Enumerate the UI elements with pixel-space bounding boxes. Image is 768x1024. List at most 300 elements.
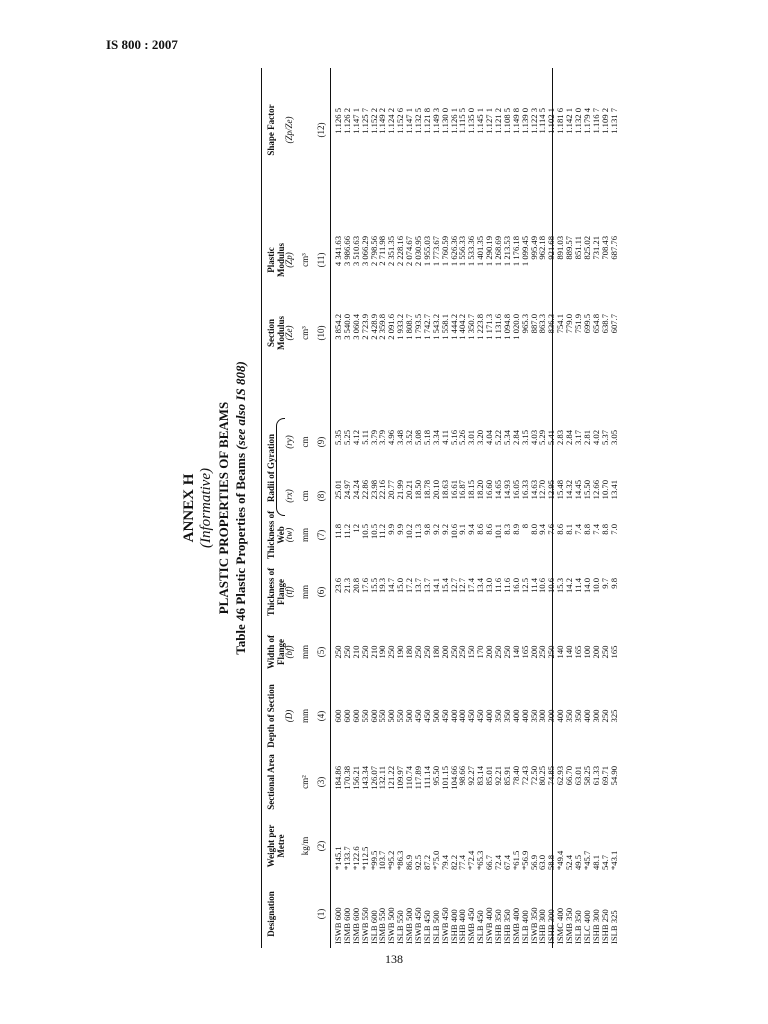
cell-weight: 77.4 <box>457 854 468 870</box>
cell-zx: 607.7 <box>608 314 619 334</box>
cell-ry: 3.20 <box>475 430 486 446</box>
cell-ry: 5.22 <box>493 430 504 446</box>
cell-sf: 1.149 3 <box>430 108 441 134</box>
cell-designation: ISHB 350 <box>501 909 512 944</box>
cell-tf: 13.7 <box>413 578 424 594</box>
cell-ry: 4.96 <box>386 430 397 446</box>
cell-weight: 103.7 <box>377 850 388 870</box>
cell-weight: *75.0 <box>430 850 441 870</box>
cell-tw: 8.6 <box>555 524 566 535</box>
cell-area: 61.33 <box>590 766 601 786</box>
cell-weight: *145.1 <box>333 846 343 870</box>
cell-depth: 550 <box>359 709 370 723</box>
cell-area: 110.74 <box>404 766 415 790</box>
cell-sf: 1.126 5 <box>333 108 343 134</box>
cell-tw: 8.1 <box>564 524 575 535</box>
cell-designation: ISMB 600 <box>350 907 361 944</box>
rotated-page <box>181 68 619 948</box>
cell-zp: 2 798.56 <box>368 236 379 267</box>
cell-width: 250 <box>359 645 370 659</box>
cell-width: 250 <box>457 645 468 659</box>
cell-width: 250 <box>493 645 504 659</box>
cell-area: 72.43 <box>519 766 530 786</box>
cell-ry: 3.79 <box>368 430 379 446</box>
cell-weight: 56.9 <box>528 854 539 870</box>
cell-zp: 3 510.63 <box>350 236 361 267</box>
cell-rx: 20.77 <box>386 480 397 500</box>
symbol-tw: (tw) <box>284 527 294 543</box>
cell-tw: 9.4 <box>466 524 477 535</box>
cell-zx: 836.3 <box>546 314 557 334</box>
cell-tf: 10.6 <box>546 578 557 594</box>
cell-rx: 20.10 <box>430 480 441 500</box>
cell-tf: 12.7 <box>448 578 459 594</box>
cell-depth: 325 <box>608 709 619 723</box>
cell-ry: 4.11 <box>439 430 450 445</box>
cell-designation: ISMB 350 <box>564 907 575 944</box>
cell-zx: 2 723.9 <box>359 314 370 340</box>
cell-tf: 11.6 <box>501 578 512 593</box>
table-title <box>232 68 249 948</box>
cell-tw: 8.0 <box>528 524 539 535</box>
unit-zp: cm³ <box>300 253 310 267</box>
symbol-width: (bf) <box>284 645 294 659</box>
col-number-8: (8) <box>316 490 326 502</box>
cell-zx: 887.0 <box>528 314 539 334</box>
cell-depth: 500 <box>430 709 441 723</box>
cell-area: 72.50 <box>528 766 539 786</box>
cell-area: 66.70 <box>564 766 575 786</box>
cell-area: 156.21 <box>350 766 361 790</box>
cell-weight: 48.1 <box>590 854 601 870</box>
cell-zp: 1 213.53 <box>501 236 512 267</box>
cell-designation: ISMC 400 <box>555 907 566 944</box>
cell-area: 92.21 <box>493 766 504 786</box>
cell-depth: 350 <box>493 709 504 723</box>
cell-sf: 1.115 5 <box>457 108 468 134</box>
cell-width: 250 <box>386 645 397 659</box>
cell-rx: 18.50 <box>413 480 424 500</box>
cell-rx: 14.65 <box>493 480 504 500</box>
cell-depth: 550 <box>377 709 388 723</box>
cell-sf: 1.142 1 <box>564 108 575 134</box>
cell-width: 200 <box>484 645 495 659</box>
cell-weight: *61.5 <box>510 850 521 870</box>
cell-tw: 8.6 <box>484 524 495 535</box>
cell-tf: 11.4 <box>573 578 584 593</box>
cell-depth: 350 <box>528 709 539 723</box>
cell-rx: 22.86 <box>359 480 370 500</box>
cell-ry: 5.29 <box>537 430 548 446</box>
cell-sf: 1.124 2 <box>386 108 397 134</box>
cell-width: 190 <box>395 645 406 659</box>
cell-rx: 15.50 <box>581 480 592 500</box>
cell-zp: 921.68 <box>546 236 557 260</box>
cell-designation: ISWB 550 <box>359 907 370 944</box>
cell-area: 92.27 <box>466 766 477 786</box>
cell-zp: 2 030.95 <box>413 236 424 267</box>
cell-designation: ISWB 450 <box>413 907 424 944</box>
cell-sf: 1.102 1 <box>546 108 557 134</box>
cell-tw: 9.1 <box>457 524 468 535</box>
column-designation <box>334 884 619 944</box>
cell-zp: 1 556.33 <box>457 236 468 267</box>
cell-width: 140 <box>555 645 566 659</box>
cell-area: 170.38 <box>341 766 352 790</box>
cell-width: 250 <box>341 645 352 659</box>
cell-zp: 1 773.67 <box>430 236 441 267</box>
cell-zx: 1 131.6 <box>493 314 504 340</box>
cell-zx: 638.7 <box>599 314 610 334</box>
cell-tf: 14.0 <box>581 578 592 594</box>
cell-zx: 1 933.2 <box>395 314 406 340</box>
cell-tw: 11.8 <box>333 524 343 539</box>
cell-ry: 3.17 <box>573 430 584 446</box>
cell-sf: 1.152 2 <box>368 108 379 134</box>
cell-weight: *45.7 <box>581 850 592 870</box>
cell-rx: 16.87 <box>457 480 468 500</box>
cell-tf: 15.4 <box>439 578 450 594</box>
cell-zp: 3 066.29 <box>359 236 370 267</box>
cell-tf: 12.7 <box>457 578 468 594</box>
cell-rx: 16.33 <box>519 480 530 500</box>
cell-width: 250 <box>413 645 424 659</box>
cell-tw: 7.0 <box>608 524 619 535</box>
cell-zp: 4 341.63 <box>333 236 343 267</box>
cell-tw: 10.6 <box>448 524 459 540</box>
cell-area: 80.25 <box>537 766 548 786</box>
header-shape-factor: Shape Factor <box>266 104 276 156</box>
cell-designation: ISMB 550 <box>377 907 388 944</box>
cell-tw: 8.6 <box>475 524 486 535</box>
cell-designation: ISLB 550 <box>395 910 406 944</box>
cell-depth: 350 <box>501 709 512 723</box>
header-rule <box>330 68 331 948</box>
cell-area: 95.50 <box>430 766 441 786</box>
cell-ry: 4.12 <box>350 430 361 446</box>
col-number-5: (5) <box>316 646 326 658</box>
cell-depth: 300 <box>590 709 601 723</box>
header-designation: Designation <box>266 891 276 937</box>
cell-depth: 400 <box>457 709 468 723</box>
cell-depth: 400 <box>448 709 459 723</box>
cell-sf: 1.147 1 <box>404 108 415 134</box>
cell-designation: ISHB 350 <box>493 909 504 944</box>
header-area: Sectional Area <box>266 754 276 810</box>
cell-tw: 7.4 <box>573 524 584 535</box>
cell-ry: 3.48 <box>395 430 406 446</box>
symbol-depth: (D) <box>284 709 294 723</box>
cell-designation: ISHB 300 <box>546 909 557 944</box>
cell-ry: 5.11 <box>359 430 370 445</box>
cell-width: 190 <box>377 645 388 659</box>
cell-zx: 1 742.7 <box>421 314 432 340</box>
cell-weight: 87.2 <box>421 854 432 870</box>
cell-tw: 9.4 <box>537 524 548 535</box>
cell-zp: 1 290.19 <box>484 236 495 267</box>
cell-area: 117.89 <box>413 766 424 790</box>
cell-sf: 1.149 2 <box>377 108 388 134</box>
cell-area: 62.93 <box>555 766 566 786</box>
cell-sf: 1.114 5 <box>537 108 548 134</box>
symbol-rx: (rx) <box>284 489 294 503</box>
cell-sf: 1.139 0 <box>519 108 530 134</box>
cell-width: 180 <box>430 645 441 659</box>
cell-zx: 1 808.7 <box>404 314 415 340</box>
cell-width: 200 <box>590 645 601 659</box>
cell-ry: 3.79 <box>377 430 388 446</box>
column-section-modulus <box>334 314 619 362</box>
cell-tf: 21.3 <box>341 578 352 594</box>
cell-width: 180 <box>404 645 415 659</box>
cell-tf: 20.8 <box>350 578 361 594</box>
cell-sf: 1.149 8 <box>510 108 521 134</box>
col-number-4: (4) <box>316 710 326 722</box>
cell-tf: 14.1 <box>430 578 441 594</box>
cell-tw: 11.2 <box>341 524 352 539</box>
cell-depth: 450 <box>466 709 477 723</box>
cell-tw: 7.4 <box>590 524 601 535</box>
cell-rx: 16.60 <box>484 480 495 500</box>
cell-tf: 14.7 <box>386 578 397 594</box>
cell-tf: 10.6 <box>537 578 548 594</box>
cell-rx: 24.97 <box>341 480 352 500</box>
cell-sf: 1.145 1 <box>475 108 486 134</box>
cell-rx: 18.78 <box>421 480 432 500</box>
cell-weight: *95.2 <box>386 850 397 870</box>
cell-width: 210 <box>350 645 361 659</box>
cell-tw: 8 <box>519 524 530 529</box>
cell-zp: 2 074.67 <box>404 236 415 267</box>
cell-depth: 300 <box>546 709 557 723</box>
cell-tw: 10.5 <box>359 524 370 540</box>
cell-weight: *56.9 <box>519 850 530 870</box>
cell-designation: ISWB 350 <box>528 907 539 944</box>
header-weight: Weight per Metre <box>266 824 286 868</box>
cell-zp: 891.03 <box>555 236 566 260</box>
page-number: 138 <box>385 952 403 966</box>
cell-area: 132.11 <box>377 766 388 790</box>
cell-designation: ISMB 450 <box>466 907 477 944</box>
properties-table <box>261 68 619 948</box>
cell-zp: 731.21 <box>590 236 601 260</box>
cell-designation: ISHB 300 <box>590 909 601 944</box>
cell-ry: 2.81 <box>581 430 592 446</box>
header-plastic-modulus: Plastic Modulus <box>266 243 286 278</box>
cell-sf: 1.181 6 <box>555 108 566 134</box>
cell-rx: 24.24 <box>350 480 361 500</box>
cell-zx: 2 359.8 <box>377 314 388 340</box>
cell-area: 54.90 <box>608 766 619 786</box>
cell-zx: 965.3 <box>519 314 530 334</box>
cell-sf: 1.121 8 <box>421 108 432 134</box>
cell-zx: 3 540.0 <box>341 314 352 340</box>
cell-area: 101.15 <box>439 766 450 790</box>
cell-zx: 1 543.2 <box>430 314 441 340</box>
cell-tw: 8.9 <box>510 524 521 535</box>
cell-tf: 23.6 <box>333 578 343 594</box>
cell-sf: 1.135 0 <box>466 108 477 134</box>
cell-tf: 15.5 <box>368 578 379 594</box>
cell-weight: 52.4 <box>564 854 575 870</box>
cell-ry: 2.84 <box>564 430 575 446</box>
cell-ry: 5.34 <box>501 430 512 446</box>
cell-zx: 1 793.5 <box>413 314 424 340</box>
cell-weight: *133.7 <box>341 846 352 870</box>
cell-zp: 1 176.18 <box>510 236 521 267</box>
cell-rx: 18.63 <box>439 480 450 500</box>
cell-depth: 600 <box>341 709 352 723</box>
cell-sf: 1.109 2 <box>599 108 610 134</box>
symbol-tf: (tf) <box>284 586 294 598</box>
cell-zp: 2 711.98 <box>377 236 388 266</box>
cell-zx: 1 223.8 <box>475 314 486 340</box>
cell-area: 58.25 <box>581 766 592 786</box>
unit-rx: cm <box>300 490 310 502</box>
cell-tf: 17.6 <box>359 578 370 594</box>
cell-designation: ISHB 400 <box>448 909 459 944</box>
cell-ry: 5.18 <box>421 430 432 446</box>
cell-tw: 10.5 <box>368 524 379 540</box>
cell-weight: 92.5 <box>413 854 424 870</box>
header-depth: Depth of Section <box>266 684 276 748</box>
cell-rx: 13.41 <box>608 480 619 500</box>
cell-width: 250 <box>546 645 557 659</box>
cell-zx: 1 171.3 <box>484 314 495 340</box>
cell-area: 63.01 <box>573 766 584 786</box>
cell-ry: 5.26 <box>457 430 468 446</box>
cell-tf: 13.0 <box>484 578 495 594</box>
cell-tf: 15.3 <box>555 578 566 594</box>
col-number-12: (12) <box>316 122 326 138</box>
cell-zx: 751.9 <box>573 314 584 334</box>
cell-weight: 54.7 <box>599 854 610 870</box>
cell-weight: *65.3 <box>475 850 486 870</box>
cell-zp: 962.18 <box>537 236 548 260</box>
informative-label: (Informative) <box>198 468 214 548</box>
col-number-1: (1) <box>316 908 326 920</box>
cell-zx: 863.3 <box>537 314 548 334</box>
cell-tw: 9.9 <box>386 524 397 535</box>
cell-zp: 1 533.36 <box>466 236 477 267</box>
cell-width: 165 <box>519 645 530 659</box>
cell-ry: 5.25 <box>341 430 352 446</box>
cell-designation: ISWB 450 <box>439 907 450 944</box>
col-number-10: (10) <box>316 325 326 341</box>
cell-zp: 851.11 <box>573 236 584 260</box>
cell-depth: 450 <box>439 709 450 723</box>
cell-sf: 1.179 4 <box>581 108 592 134</box>
cell-ry: 4.02 <box>590 430 601 446</box>
cell-rx: 10.70 <box>599 480 610 500</box>
cell-tf: 13.4 <box>475 578 486 594</box>
cell-area: 98.66 <box>457 766 468 786</box>
unit-ry: cm <box>300 436 310 448</box>
cell-rx: 18.20 <box>475 480 486 500</box>
cell-zp: 1 955.03 <box>421 236 432 267</box>
cell-rx: 14.63 <box>528 480 539 500</box>
col-number-11: (11) <box>316 252 326 268</box>
cell-tw: 9.2 <box>430 524 441 535</box>
cell-ry: 3.01 <box>466 430 477 446</box>
unit-area: cm² <box>300 775 310 789</box>
cell-ry: 3.15 <box>519 430 530 446</box>
cell-depth: 600 <box>333 709 343 723</box>
cell-weight: 58.8 <box>546 854 557 870</box>
cell-area: 184.86 <box>333 766 343 790</box>
cell-rx: 12.95 <box>546 480 557 500</box>
cell-rx: 12.66 <box>590 480 601 500</box>
cell-designation: ISLB 400 <box>519 910 530 944</box>
cell-rx: 22.16 <box>377 480 388 500</box>
cell-width: 210 <box>368 645 379 659</box>
cell-designation: ISLB 500 <box>430 910 441 944</box>
cell-depth: 300 <box>537 709 548 723</box>
cell-tw: 11.3 <box>413 524 424 539</box>
cell-zp: 2 228.16 <box>395 236 406 267</box>
header-radii: Radii of Gyration <box>266 434 276 503</box>
cell-zp: 3 986.66 <box>341 236 352 267</box>
cell-ry: 5.37 <box>599 430 610 446</box>
cell-zx: 1 020.0 <box>510 314 521 340</box>
cell-tf: 12.5 <box>519 578 530 594</box>
header-web-thickness: Thickness of Web <box>266 510 286 560</box>
cell-sf: 1.147 1 <box>350 108 361 134</box>
cell-rx: 18.15 <box>466 480 477 500</box>
cell-width: 165 <box>608 645 619 659</box>
cell-weight: *49.4 <box>555 850 566 870</box>
cell-area: 109.97 <box>395 766 406 790</box>
cell-weight: 67.4 <box>501 854 512 870</box>
cell-ry: 2.84 <box>510 430 521 446</box>
cell-ry: 5.08 <box>413 430 424 446</box>
symbol-sf: (Zp/Ze) <box>284 116 294 144</box>
cell-tw: 9.2 <box>439 524 450 535</box>
cell-designation: ISHB 250 <box>599 909 610 944</box>
cell-tf: 17.4 <box>466 578 477 594</box>
cell-sf: 1.125 7 <box>359 108 370 134</box>
cell-zx: 3 060.4 <box>350 314 361 340</box>
cell-sf: 1.130 0 <box>439 108 450 134</box>
cell-depth: 550 <box>395 709 406 723</box>
cell-tf: 13.7 <box>421 578 432 594</box>
cell-area: 104.66 <box>448 766 459 790</box>
cell-zp: 1 268.69 <box>493 236 504 267</box>
cell-rx: 20.21 <box>404 480 415 500</box>
cell-zx: 754.1 <box>555 314 566 334</box>
table-title-text: Table 46 Plastic Properties of Beams <box>233 452 248 655</box>
cell-zp: 825.02 <box>581 236 592 260</box>
cell-width: 140 <box>564 645 575 659</box>
unit-zx: cm³ <box>300 326 310 340</box>
cell-weight: 63.0 <box>537 854 548 870</box>
cell-zx: 3 854.2 <box>333 314 343 340</box>
column-weight <box>334 830 619 870</box>
cell-tw: 8.8 <box>599 524 610 535</box>
cell-rx: 14.32 <box>564 480 575 500</box>
cell-depth: 400 <box>581 709 592 723</box>
cell-width: 150 <box>466 645 477 659</box>
cell-weight: *122.6 <box>350 846 361 870</box>
cell-tw: 9.8 <box>421 524 432 535</box>
cell-zx: 2 091.6 <box>386 314 397 340</box>
cell-tf: 16.0 <box>510 578 521 594</box>
cell-ry: 2.83 <box>555 430 566 446</box>
cell-tf: 11.4 <box>528 578 539 593</box>
cell-area: 126.07 <box>368 766 379 790</box>
cell-width: 165 <box>573 645 584 659</box>
cell-zp: 687.76 <box>608 236 619 260</box>
